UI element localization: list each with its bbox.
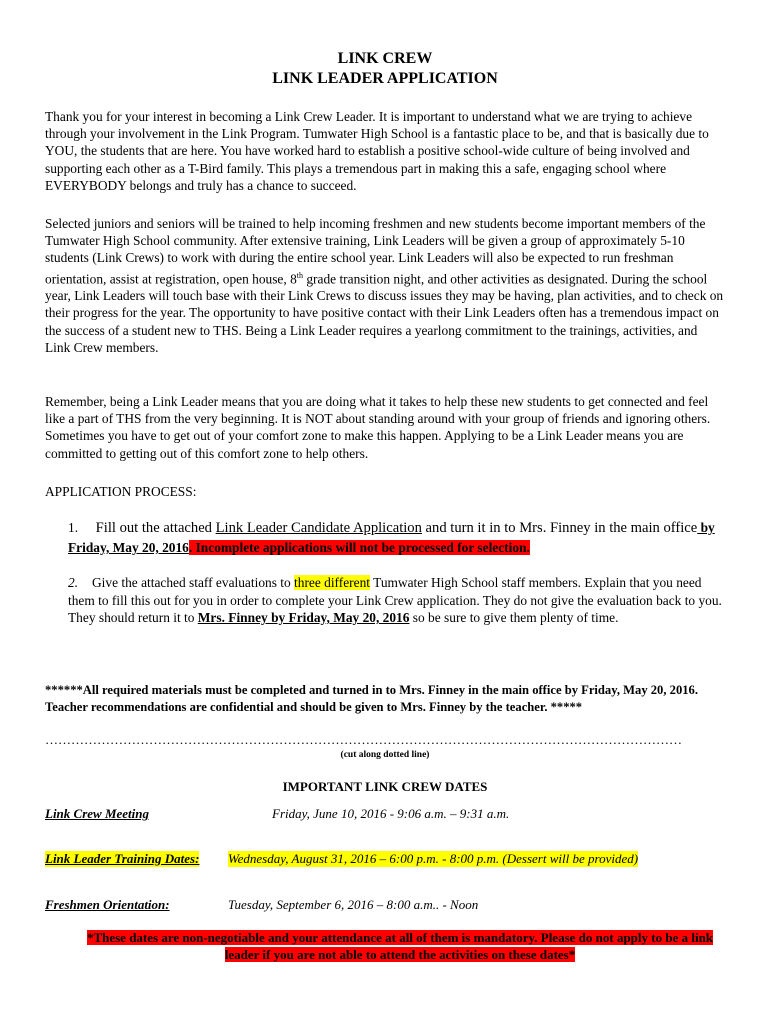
- process-item-2: [68, 574, 728, 627]
- mandatory-attendance-note: [80, 929, 720, 963]
- date-label-link-crew-meeting: Link Crew Meeting: [45, 806, 150, 821]
- process-item-2-text-a: Give the attached staff evaluations to: [92, 575, 295, 590]
- required-materials-notice: ******All required materials must be completed and turned in to Mrs. Finney in the main office by Friday, May 20, 2016. Teacher recommendations are confidential and should be given to Mrs. Finney by the teacher. *****: [45, 683, 698, 714]
- process-item-1-number: 1.: [68, 520, 79, 535]
- dates-heading: IMPORTANT LINK CREW DATES: [282, 779, 488, 794]
- process-item-2-return-to: Mrs. Finney by Friday, May 20, 2016: [197, 610, 410, 625]
- date-value-link-crew-meeting: Friday, June 10, 2016 - 9:06 a.m. – 9:31 a.m.: [272, 806, 510, 821]
- process-item-2-highlight: three different: [294, 575, 370, 590]
- intro-paragraph-1: Thank you for your interest in becoming a Link Crew Leader. It is important to understand what we are trying to achieve through your involvement in the Link Program. Tumwater High School is a fantastic place to be, and that is basically due to YOU, the students that are here. You have worked hard to establish a positive school-wide culture of being involved and supporting each other as a T-Bird family. This plays a tremendous part in making this a safe, engaging school where EVERYBODY belongs and truly has a chance to succeed.: [45, 109, 709, 193]
- date-value-training: Wednesday, August 31, 2016 – 6:00 p.m. - 8:00 p.m. (Dessert will be provided): [228, 851, 639, 866]
- process-item-2-text-c: so be sure to give them plenty of time.: [409, 610, 619, 625]
- page-subtitle: LINK LEADER APPLICATION: [272, 70, 498, 87]
- process-heading: APPLICATION PROCESS:: [45, 484, 197, 499]
- date-label-training: Link Leader Training Dates:: [45, 851, 200, 866]
- cut-dotted-line: …………………………………………………………………………………………………………………………………: [45, 732, 682, 747]
- mandatory-attendance-text: *These dates are non-negotiable and your attendance at all of them is mandatory. Please do not apply to be a link leader if you are not able to attend the activities on these dates*: [86, 930, 714, 962]
- cut-label: (cut along dotted line): [340, 750, 430, 760]
- intro-paragraph-2-part-a: Selected juniors and seniors will be trained to help incoming freshmen and new students become important members of the Tumwater High School community. After extensive training, Link Leaders will be given a group of approximately 5-10 students (Link Crews) to work with during the entire school year. Link Leaders will also be expected to run freshman orientation, assist at registration, open house, 8: [45, 216, 706, 287]
- candidate-application-link[interactable]: Link Leader Candidate Application: [215, 520, 422, 536]
- process-item-1-deadline: by Friday, May 20, 2016: [68, 520, 715, 555]
- intro-paragraph-2: [45, 215, 725, 356]
- process-item-1-warning: . Incomplete applications will not be processed for selection.: [188, 540, 530, 555]
- process-item-1-text-b: and turn it in to Mrs. Finney in the main office: [421, 520, 698, 536]
- process-item-1: [68, 518, 728, 558]
- process-item-2-number: 2.: [68, 575, 79, 590]
- intro-paragraph-3: Remember, being a Link Leader means that you are doing what it takes to help these new students to get connected and feel like a part of THS from the very beginning. It is NOT about standing around with your group of friends and ignoring others. Sometimes you have to get out of your comfort zone to make this happen. Applying to be a Link Leader means you are committed to getting out of this comfort zone to help others.: [45, 394, 711, 461]
- date-value-freshmen-orientation: Tuesday, September 6, 2016 – 8:00 a.m.. - Noon: [228, 897, 479, 912]
- superscript-th: th: [296, 270, 304, 280]
- intro-paragraph-2-part-b: grade transition night, and other activities as designated. During the school year, Link Leaders will touch base with their Link Crews to discuss issues they may be having, plan activities, and to check on their progress for the year. The opportunity to have positive contact with their Link Leaders often has a tremendous impact on the success of a student new to THS. Being a Link Leader requires a yearlong commitment to the trainings, activities, and Link Crew members.: [45, 271, 724, 355]
- page-title: LINK CREW: [337, 50, 433, 67]
- process-item-1-text-a: Fill out the attached: [92, 520, 216, 536]
- date-label-freshmen-orientation: Freshmen Orientation:: [45, 897, 170, 912]
- process-item-2-text-b: Tumwater High School staff members. Explain that you need them to fill this out for you in order to complete your Link Crew application. They do not give the evaluation back to you. They should return it to: [68, 575, 722, 625]
